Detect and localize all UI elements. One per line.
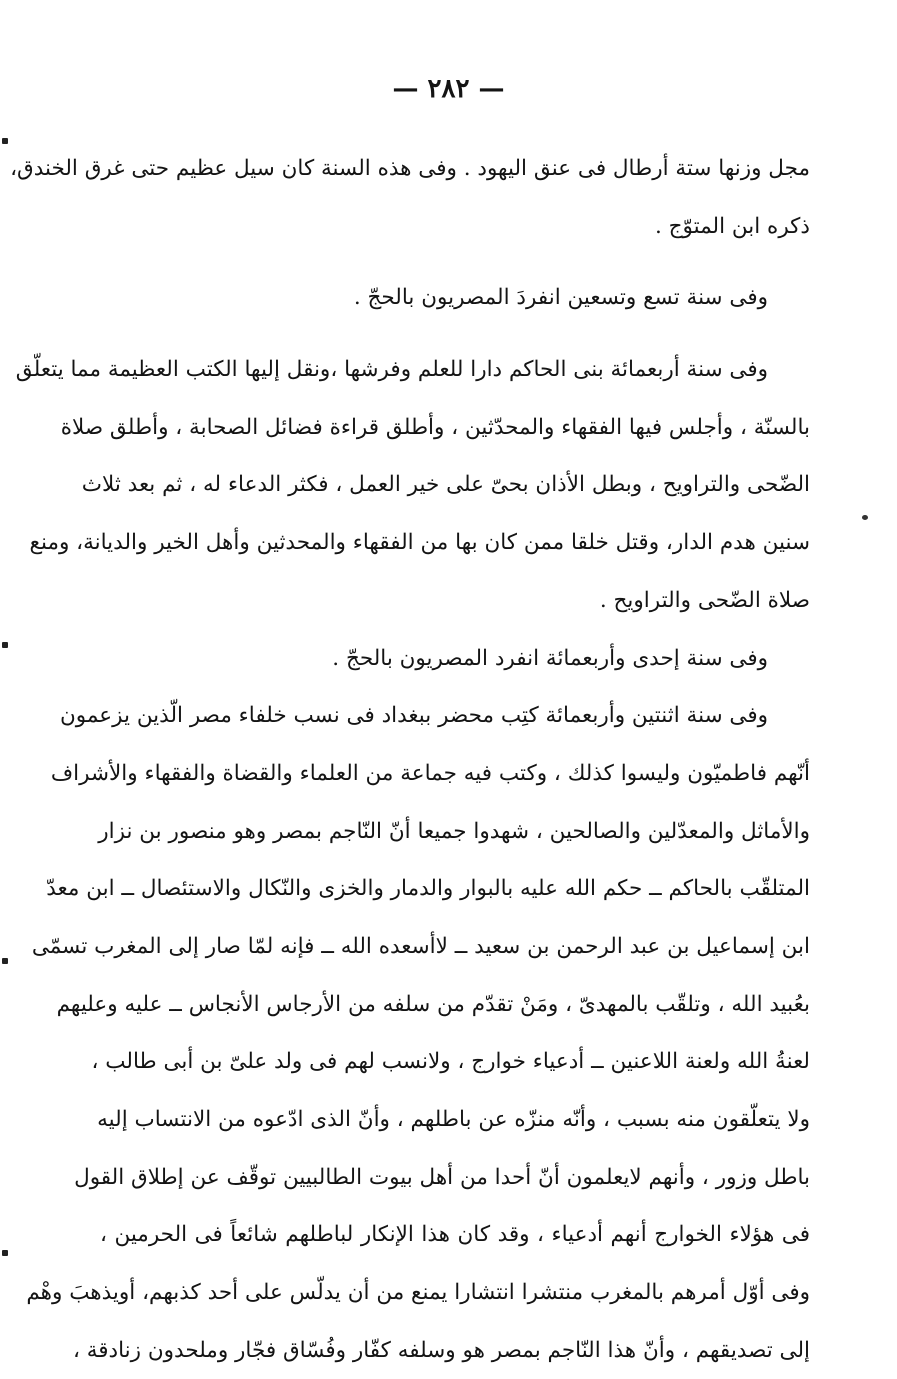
text-line: ابن إسماعيل بن عبد الرحمن بن سعيد ــ لاأسعده الله ــ فإنه لمّا صار إلى المغرب تسمّى <box>31 933 810 959</box>
text-line: المتلقّب بالحاكم ــ حكم الله عليه بالبوار والدمار والخزى والنّكال والاستئصال ــ ابن معدّ <box>46 876 810 902</box>
text-line: سنين هدم الدار، وقتل خلقا ممن كان بها من الفقهاء والمحدثين وأهل الخير والديانة، ومنع <box>29 530 810 556</box>
text-line: إلى تصديقهم ، وأنّ هذا النّاجم بمصر هو وسلفه كفّار وفُسّاق فجّار وملحدون زنادقة ، <box>72 1337 810 1363</box>
text-line: وفى سنة إحدى وأربعمائة انفرد المصريون بالحجّ . <box>332 645 768 671</box>
text-line: ولا يتعلّقون منه بسبب ، وأنّه منزّه عن باطلهم ، وأنّ الذى ادّعوه من الانتساب إليه <box>97 1107 810 1132</box>
text-line: فى هؤلاء الخوارج أنهم أدعياء ، وقد كان هذا الإنكار لباطلهم شائعاً فى الحرمين ، <box>100 1222 810 1248</box>
text-line: لعنةُ الله ولعنة اللاعنين ــ أدعياء خوارج ، ولانسب لهم فى ولد علىّ بن أبى طالب ، <box>91 1049 810 1075</box>
text-line: وفى سنة اثنتين وأربعمائة كتِب محضر ببغداد فى نسب خلفاء مصر الّذين يزعمون <box>59 703 768 729</box>
page-number: — ٢٨٢ — <box>392 74 505 104</box>
text-line: الضّحى والتراويح ، وبطل الأذان بحىّ على خير العمل ، فكثر الدعاء له ، ثم بعد ثلاث <box>81 472 810 498</box>
scan-mark <box>2 958 8 964</box>
text-line: باطل وزور ، وأنهم لايعلمون أنّ أحدا من أهل بيوت الطالبيين توقّف عن إطلاق القول <box>74 1164 810 1190</box>
body-text <box>10 140 810 1379</box>
scan-mark <box>2 138 8 144</box>
text-line: صلاة الضّحى والتراويح . <box>599 587 810 613</box>
text-line: ذكره ابن المتوّج . <box>654 213 810 239</box>
scan-speck <box>862 515 868 520</box>
text-line: وفى سنة أربعمائة بنى الحاكم دارا للعلم وفرشها ،ونقل إليها الكتب العظيمة مما يتعلّق <box>15 357 768 383</box>
text-line: مجل وزنها ستة أرطال فى عنق اليهود . وفى هذه السنة كان سيل عظيم حتى غرق الخندق، <box>10 156 810 181</box>
text-line: أنّهم فاطميّون وليسوا كذلك ، وكتب فيه جماعة من العلماء والقضاة والفقهاء والأشراف <box>50 760 810 786</box>
text-line: بالسنّة ، وأجلس فيها الفقهاء والمحدّثين ، وأطلق قراءة فضائل الصحابة ، وأطلق صلاة <box>60 414 810 440</box>
scan-mark <box>2 1250 8 1256</box>
scan-mark <box>2 642 8 648</box>
text-line: وفى أوّل أمرهم بالمغرب منتشرا انتشارا يمنع من أن يدلّس على أحد كذبهم، أويذهبَ وهْم <box>26 1280 810 1306</box>
text-line: بعُبيد الله ، وتلقّب بالمهدىّ ، ومَنْ تقدّم من سلفه من الأرجاس الأنجاس ــ عليه وعليهم <box>56 991 810 1017</box>
text-line: وفى سنة تسع وتسعين انفردَ المصريون بالحجّ . <box>353 285 768 311</box>
text-line: والأماثل والمعدّلين والصالحين ، شهدوا جميعا أنّ النّاجم بمصر وهو منصور بن نزار <box>98 818 810 844</box>
